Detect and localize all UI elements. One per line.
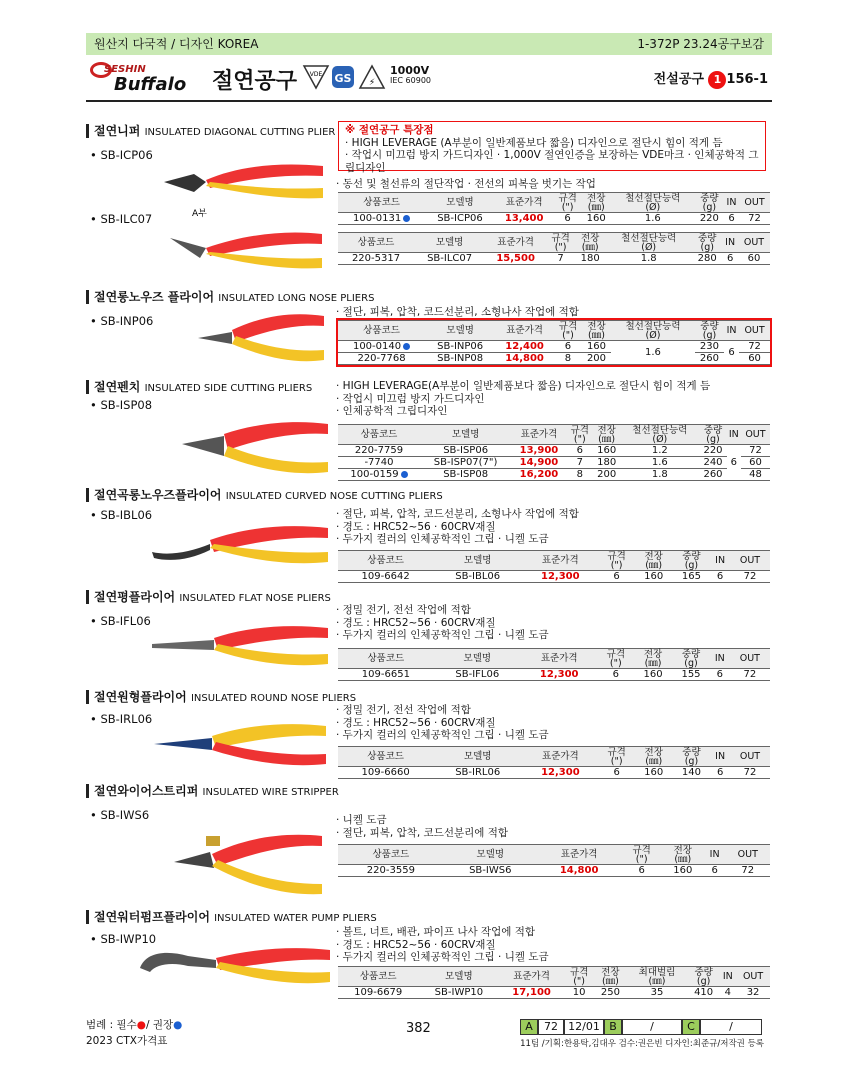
side-cutting-plier-image	[180, 418, 330, 478]
table-header-cell: 중량 (g)	[695, 321, 724, 341]
text: · 작업시 미끄럼 방지 가드디자인	[336, 392, 485, 405]
table-row	[338, 469, 770, 481]
table-header-cell: 철선절단능력 (Ø)	[611, 193, 695, 213]
table-cell: 16,200	[511, 469, 566, 481]
table-cell: 1.2	[620, 445, 699, 457]
table-cell: 7	[546, 253, 575, 265]
table-header-cell: 규격 (")	[598, 551, 634, 571]
product-table	[338, 320, 770, 365]
product-table	[338, 648, 770, 681]
table-row	[338, 571, 770, 583]
credit-line: 11팀 /기획:한용탁,김대우 검수:권은빈 디자인:최준규/저작권 등록	[520, 1039, 764, 1049]
table-header-cell: OUT	[741, 425, 770, 445]
product-table	[338, 232, 770, 265]
table-cell: 8	[554, 353, 582, 365]
table-header-cell: IN	[727, 425, 741, 445]
table-cell: 60	[741, 457, 770, 469]
table-header-cell: 상품코드	[338, 233, 414, 253]
table-cell: 140	[673, 767, 711, 779]
table-cell: 6	[710, 571, 730, 583]
text: • SB-IWP10	[90, 932, 157, 946]
table-cell: 6	[710, 669, 730, 681]
catalog-ref: 1-372P 23.24공구보감	[637, 37, 764, 51]
text: · 경도 : HRC52~56 · 60CRV재질	[336, 520, 496, 533]
table-header-cell: 상품코드	[338, 967, 418, 987]
table-cell: 1.6	[611, 341, 695, 365]
table-cell: 6	[704, 865, 726, 877]
table-cell: 240	[699, 457, 726, 469]
table-row	[338, 457, 770, 469]
text: 절연와이어스트리퍼	[94, 784, 199, 798]
table-header-cell: 규격 (")	[546, 233, 575, 253]
diagonal-plier-image	[166, 224, 326, 280]
table-header-cell: 규격 (")	[564, 967, 595, 987]
text: · 작업시 미끄럼 방지 가드디자인 · 1,000V 절연인증을 보장하는 VDE마크 · 인체공학적 그립디자인	[345, 149, 759, 174]
page-header	[86, 60, 772, 102]
table-cell: 13,900	[511, 445, 566, 457]
text: · 절단, 피복, 압착, 코드선분리, 소형나사 작업에 적합	[336, 508, 579, 520]
text: INSULATED FLAT NOSE PLIERS	[179, 593, 331, 604]
table-cell: 14,800	[537, 865, 622, 877]
table-cell: SB-IRL06	[433, 767, 522, 779]
table-cell: 6	[724, 341, 739, 365]
product-table	[338, 844, 770, 877]
text: 절연곡롱노우즈플라이어	[94, 488, 222, 502]
table-cell: SB-ISP08	[420, 469, 511, 481]
text: / 권장	[145, 1019, 174, 1031]
table-header-cell: 표준가격	[522, 551, 598, 571]
text: 절연롱노우즈 플라이어	[94, 290, 215, 304]
table-cell: 109-6660	[338, 767, 433, 779]
text: 절연평플라이어	[94, 590, 176, 604]
table-cell: 410	[688, 987, 720, 999]
table-cell: -7740	[338, 457, 420, 469]
recommended-dot-icon: ●	[173, 1019, 183, 1031]
svg-text:⚡: ⚡	[368, 78, 376, 88]
table-cell: 6	[567, 445, 593, 457]
text: · 니켈 도금	[336, 814, 387, 826]
long-nose-plier-image	[196, 308, 326, 368]
text: IEC 60900	[390, 76, 431, 85]
text: ※ 절연공구 특장점	[345, 124, 434, 136]
text: · 절단, 피복, 압착, 코드선분리에 적합	[336, 826, 509, 839]
text: INSULATED WATER PUMP PLIERS	[214, 913, 377, 924]
table-header-cell: 상품코드	[338, 425, 420, 445]
table-cell: 160	[635, 571, 673, 583]
round-nose-plier-image	[152, 718, 328, 774]
table-header-cell: 규격 (")	[622, 845, 662, 865]
text: · 절단, 피복, 압착, 코드선분리, 소형나사 작업에 적합	[336, 306, 579, 318]
text: • SB-IFL06	[90, 614, 151, 628]
text: · 두가지 컬러의 인체공학적인 그립 · 니켈 도금	[336, 729, 549, 741]
table-header-cell: 모델명	[420, 425, 511, 445]
table-cell: 6	[622, 865, 662, 877]
table-cell: 6	[727, 445, 741, 481]
text: 1000V	[390, 64, 430, 77]
table-header-cell: 최대벌림 (㎜)	[626, 967, 687, 987]
table-cell: 1.8	[620, 469, 699, 481]
table-cell: 220-7759	[338, 445, 420, 457]
table-cell: 12,300	[522, 571, 598, 583]
table-cell: 6	[710, 767, 730, 779]
text: B	[604, 1019, 622, 1035]
text: · 경도 : HRC52~56 · 60CRV재질	[336, 938, 496, 951]
text: SESHIN	[104, 64, 146, 75]
text: INSULATED LONG NOSE PLIERS	[218, 293, 375, 304]
table-header-cell: 중량 (g)	[699, 425, 726, 445]
table-header-cell: 중량 (g)	[695, 193, 724, 213]
table-cell: SB-ISP06	[420, 445, 511, 457]
text: · 정밀 전기, 전선 작업에 적합	[336, 604, 471, 616]
table-cell: SB-ILC07	[414, 253, 485, 265]
table-header-cell: 규격 (")	[598, 649, 635, 669]
text: A부	[192, 209, 207, 219]
text: /	[622, 1019, 682, 1035]
table-cell: SB-ISP07(7")	[420, 457, 511, 469]
table-cell: 155	[672, 669, 710, 681]
table-cell: 1.8	[605, 253, 692, 265]
table-header-cell: 전장 (㎜)	[635, 551, 673, 571]
table-header-cell: 중량 (g)	[673, 551, 711, 571]
table-cell: SB-IBL06	[433, 571, 522, 583]
table-cell: 6	[724, 213, 739, 225]
text: INSULATED WIRE STRIPPER	[202, 787, 339, 798]
table-header-cell: OUT	[739, 193, 770, 213]
table-cell: 72	[730, 669, 770, 681]
feature-box	[338, 121, 766, 174]
table-cell: 165	[673, 571, 711, 583]
page-footer	[86, 1015, 776, 1055]
table-cell: 60	[739, 353, 770, 365]
table-cell: 72	[739, 341, 770, 353]
table-cell: 6	[599, 767, 635, 779]
table-header-cell: 규격 (")	[599, 747, 635, 767]
table-header-cell: 상품코드	[338, 321, 425, 341]
table-header-cell: 중량 (g)	[672, 649, 710, 669]
table-cell: 35	[626, 987, 687, 999]
text: · 동선 및 철선류의 절단작업 · 전선의 피복을 벗기는 작업	[336, 178, 596, 190]
table-cell: 160	[582, 213, 611, 225]
table-header-cell: 표준가격	[499, 967, 563, 987]
table-cell: 72	[739, 213, 770, 225]
origin-text: 원산지 다국적 / 디자인 KOREA	[94, 37, 259, 51]
table-row	[338, 213, 770, 225]
table-header-cell: 표준가격	[511, 425, 566, 445]
text: 절연펜치	[94, 380, 141, 394]
table-cell: 60	[738, 253, 770, 265]
text: 100-0140	[352, 341, 402, 352]
table-header-cell: OUT	[738, 233, 770, 253]
table-header-cell: 상품코드	[338, 193, 425, 213]
table-cell: 12,400	[495, 341, 554, 353]
text: /	[700, 1019, 762, 1035]
category-number-badge: 1	[708, 71, 726, 89]
table-header-cell: 중량 (g)	[692, 233, 722, 253]
text: INSULATED SIDE CUTTING PLIERS	[144, 383, 313, 394]
text: 100-0159	[350, 469, 399, 480]
required-dot-icon: ●	[136, 1019, 146, 1031]
text: 전설공구	[653, 72, 704, 87]
table-cell: 220-7768	[338, 353, 425, 365]
table-header-cell: 모델명	[425, 193, 494, 213]
table-cell: SB-IWS6	[444, 865, 537, 877]
diagonal-plier-image	[158, 152, 328, 222]
text: • SB-IRL06	[90, 712, 153, 726]
table-cell: 260	[695, 353, 724, 365]
table-cell: 12,300	[522, 767, 598, 779]
table-row	[338, 341, 770, 353]
table-cell: SB-IFL06	[434, 669, 521, 681]
legend	[86, 1017, 182, 1032]
table-header-cell: OUT	[730, 551, 770, 571]
table-row	[338, 865, 770, 877]
table-cell: 17,100	[499, 987, 563, 999]
table-header-cell: 모델명	[418, 967, 499, 987]
table-cell: 220	[699, 445, 726, 457]
table-header-cell: OUT	[726, 845, 770, 865]
table-cell: 8	[567, 469, 593, 481]
text: A	[520, 1019, 538, 1035]
table-row	[338, 987, 770, 999]
table-header-cell: 표준가격	[521, 649, 598, 669]
table-row	[338, 767, 770, 779]
model-label: • SB-ILC07	[90, 212, 153, 226]
table-cell: 7	[567, 457, 593, 469]
table-cell: 280	[692, 253, 722, 265]
table-header-cell: IN	[710, 649, 730, 669]
table-header-cell: 철선절단능력 (Ø)	[611, 321, 695, 341]
table-header-cell: 전장 (㎜)	[575, 233, 605, 253]
table-header-cell: 상품코드	[338, 747, 433, 767]
table-cell: SB-INP08	[425, 353, 495, 365]
table-cell: 12,300	[521, 669, 598, 681]
table-cell: 180	[575, 253, 605, 265]
category-label	[654, 68, 768, 89]
product-table	[338, 424, 770, 481]
text: Buffalo	[114, 74, 187, 95]
table-cell: 200	[593, 469, 620, 481]
table-cell: 6	[722, 253, 738, 265]
table-header-cell: IN	[710, 747, 730, 767]
table-row	[338, 669, 770, 681]
table-header-cell: 상품코드	[338, 551, 433, 571]
svg-text:GS: GS	[334, 72, 352, 85]
recommended-dot-icon	[401, 471, 408, 478]
table-header-cell: 표준가격	[522, 747, 598, 767]
water-pump-plier-image	[136, 938, 332, 1002]
text: 12/01	[564, 1019, 604, 1035]
table-cell: 260	[699, 469, 726, 481]
wire-stripper-image	[166, 824, 326, 904]
table-cell: 109-6651	[338, 669, 434, 681]
table-cell: 180	[593, 457, 620, 469]
table-header-cell: 규격 (")	[554, 193, 582, 213]
table-row	[338, 253, 770, 265]
table-cell: SB-IWP10	[418, 987, 499, 999]
text: · 인체공학적 그립디자인	[336, 405, 448, 417]
table-cell: 48	[741, 469, 770, 481]
text: • SB-INP06	[90, 314, 154, 328]
table-cell: 6	[598, 669, 635, 681]
table-cell: 250	[594, 987, 626, 999]
table-header-cell: 전장 (㎜)	[582, 321, 611, 341]
model-label: • SB-ICP06	[90, 148, 153, 162]
table-cell: 160	[635, 767, 673, 779]
table-cell: 160	[634, 669, 672, 681]
text: 절연워터펌프플라이어	[94, 910, 210, 924]
table-cell: 72	[726, 865, 770, 877]
table-header-cell: 전장 (㎜)	[634, 649, 672, 669]
table-cell: 6	[554, 341, 582, 353]
header-divider	[86, 100, 772, 102]
text: • SB-ISP08	[90, 398, 153, 412]
table-cell: SB-ICP06	[425, 213, 494, 225]
flat-nose-plier-image	[150, 620, 330, 674]
text: • SB-IWS6	[90, 808, 150, 822]
table-header-cell: 표준가격	[537, 845, 622, 865]
text: · 두가지 컬러의 인체공학적인 그립 · 니켈 도금	[336, 629, 549, 641]
table-header-cell: OUT	[736, 967, 770, 987]
text: · 볼트, 너트, 배관, 파이프 나사 작업에 적합	[336, 926, 536, 938]
table-header-cell: 철선절단능력 (Ø)	[620, 425, 699, 445]
text: • SB-IBL06	[90, 508, 153, 522]
top-bar	[86, 33, 772, 55]
table-header-cell: 모델명	[414, 233, 485, 253]
table-header-cell: 전장 (㎜)	[662, 845, 704, 865]
product-table	[338, 966, 770, 999]
text: 범례 : 필수	[86, 1019, 137, 1031]
table-header-cell: 전장 (㎜)	[635, 747, 673, 767]
table-header-cell: 규격 (")	[567, 425, 593, 445]
table-cell: 10	[564, 987, 595, 999]
table-header-cell: OUT	[730, 747, 770, 767]
table-cell: 15,500	[485, 253, 546, 265]
table-cell: SB-INP06	[425, 341, 495, 353]
table-cell: 6	[598, 571, 634, 583]
brand-logo	[90, 60, 210, 98]
table-header-cell: 모델명	[425, 321, 495, 341]
text: · 경도 : HRC52~56 · 60CRV재질	[336, 716, 496, 729]
product-table	[338, 192, 770, 225]
table-header-cell: 표준가격	[495, 193, 554, 213]
table-header-cell: 모델명	[434, 649, 521, 669]
table-header-cell: 모델명	[444, 845, 537, 865]
page-title: 절연공구	[212, 69, 298, 94]
table-header-cell: 중량 (g)	[673, 747, 711, 767]
table-header-cell: OUT	[730, 649, 770, 669]
table-header-cell: 모델명	[433, 551, 522, 571]
text: INSULATED ROUND NOSE PLIERS	[190, 693, 357, 704]
table-header-cell: IN	[704, 845, 726, 865]
text: · 두가지 컬러의 인체공학적인 그립 · 니켈 도금	[336, 951, 549, 963]
table-header-cell: IN	[722, 233, 738, 253]
table-header-cell: 상품코드	[338, 649, 434, 669]
table-cell: 4	[720, 987, 737, 999]
table-cell: 14,900	[511, 457, 566, 469]
text: · HIGH LEVERAGE(A부분이 일반제품보다 짧음) 디자인으로 절단시 힘이 적게 듬	[336, 380, 711, 392]
table-cell: 220-3559	[338, 865, 444, 877]
text: · 두가지 컬러의 인체공학적인 그립 · 니켈 도금	[336, 533, 549, 545]
table-header-cell: 규격 (")	[554, 321, 582, 341]
text: 절연원형플라이어	[94, 690, 187, 704]
table-cell: 1.6	[611, 213, 695, 225]
table-cell: 32	[736, 987, 770, 999]
curved-nose-plier-image	[150, 516, 330, 574]
table-row	[338, 445, 770, 457]
table-header-cell: 전장 (㎜)	[594, 967, 626, 987]
table-cell: 200	[582, 353, 611, 365]
text: 절연니퍼	[94, 124, 141, 138]
text: · HIGH LEVERAGE (A부분이 일반제품보다 짧음) 디자인으로 절단시 힘이 적게 듬	[345, 136, 723, 149]
recommended-dot-icon	[403, 215, 410, 222]
text: C	[682, 1019, 700, 1035]
svg-text:VDE: VDE	[309, 71, 323, 78]
text: 100-0131	[353, 213, 402, 224]
table-cell: 160	[593, 445, 620, 457]
table-cell: 109-6642	[338, 571, 433, 583]
table-cell: 72	[730, 767, 770, 779]
text: 72	[538, 1019, 564, 1035]
table-header-cell: IN	[724, 193, 739, 213]
table-header-cell: OUT	[739, 321, 770, 341]
page-number: 382	[406, 1021, 431, 1036]
year-label: 2023 CTX가격표	[86, 1035, 168, 1047]
table-header-cell: 표준가격	[485, 233, 546, 253]
table-header-cell: 모델명	[433, 747, 522, 767]
table-cell: 220	[695, 213, 724, 225]
table-cell: 13,400	[495, 213, 554, 225]
text: · 경도 : HRC52~56 · 60CRV재질	[336, 616, 496, 629]
text: 156-1	[726, 72, 768, 87]
product-table	[338, 550, 770, 583]
table-cell: 6	[554, 213, 582, 225]
table-header-cell: IN	[720, 967, 737, 987]
table-header-cell: 전장 (㎜)	[593, 425, 620, 445]
recommended-dot-icon	[403, 343, 410, 350]
text: INSULATED CURVED NOSE CUTTING PLIERS	[225, 491, 443, 502]
table-header-cell: IN	[724, 321, 739, 341]
table-header-cell: 표준가격	[495, 321, 554, 341]
table-row	[338, 353, 770, 365]
table-cell: 72	[730, 571, 770, 583]
table-cell: 160	[582, 341, 611, 353]
text: INSULATED DIAGONAL CUTTING PLIER	[144, 127, 336, 138]
table-header-cell: IN	[710, 551, 730, 571]
table-cell: 72	[741, 445, 770, 457]
table-header-cell: 철선절단능력 (Ø)	[605, 233, 692, 253]
table-cell: 220-5317	[338, 253, 414, 265]
product-table	[338, 746, 770, 779]
voltage-rating	[390, 66, 431, 86]
table-header-cell: 상품코드	[338, 845, 444, 865]
table-cell: 1.6	[620, 457, 699, 469]
table-header-cell: 전장 (㎜)	[582, 193, 611, 213]
table-cell: 230	[695, 341, 724, 353]
table-cell: 160	[662, 865, 704, 877]
text: · 정밀 전기, 전선 작업에 적합	[336, 704, 471, 716]
table-header-cell: 중량 (g)	[688, 967, 720, 987]
table-cell: 14,800	[495, 353, 554, 365]
table-cell: 109-6679	[338, 987, 418, 999]
